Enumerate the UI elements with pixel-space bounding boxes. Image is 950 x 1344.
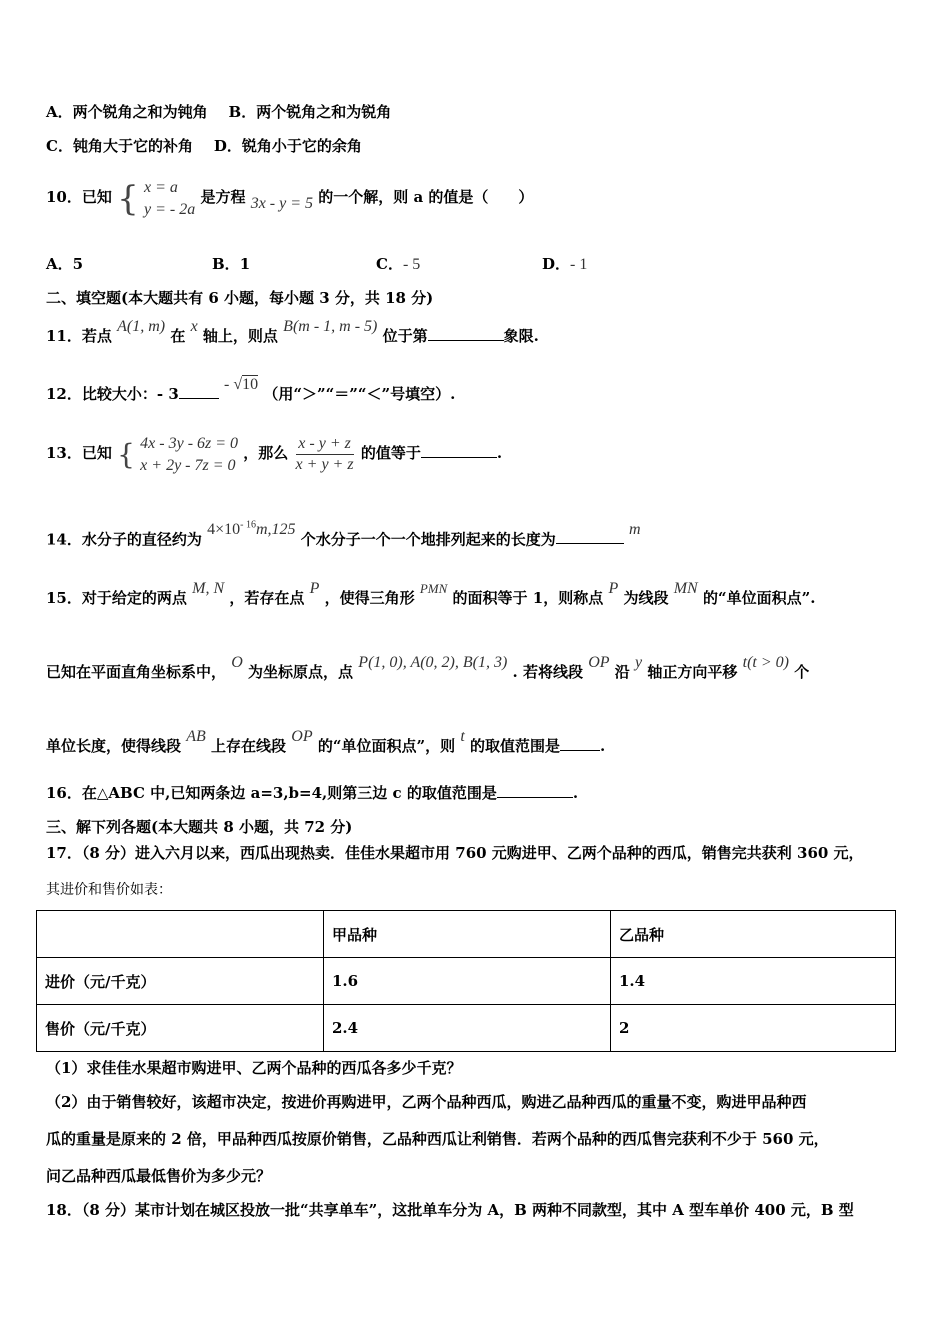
table-row [37, 1005, 896, 1052]
q13-fraction: $\frac{x - y + z}{x + y + z}$ [295, 434, 354, 473]
q11-axis: x [190, 318, 198, 335]
q9-option-d: D．锐角小于它的余角 [213, 137, 362, 155]
q13-eq2: x + 2y - 7z = 0 [140, 456, 236, 474]
section2-title: 二、填空题(本大题共有 6 小题，每小题 3 分，共 18 分) [46, 289, 434, 307]
q10-option-a: A．5 [46, 255, 84, 273]
q11-point-b: B(m - 1, m - 5) [283, 318, 378, 335]
q11-stem: 11．若点 A(1, m) 在 x 轴上，则点 B(m - 1, m - 5) 位于第 象限. [46, 318, 539, 345]
table-cell: 2.4 [324, 1005, 611, 1052]
q10-mid: 是方程 [200, 188, 246, 206]
q18-line1: 18．（8 分）某市计划在城区投放一批“共享单车”，这批单车分为 A，B 两种不同款型，其中 A 型车单价 400 元，B 型 [46, 1201, 854, 1219]
q17-sub1: （1）求佳佳水果超市购进甲、乙两个品种的西瓜各多少千克？ [46, 1059, 462, 1077]
q10-system [117, 173, 195, 224]
q14-value: $4\times 10^{- 16}m,125$ [207, 520, 296, 539]
q14-unit: m [629, 521, 641, 539]
table-cell: 2 [611, 1005, 896, 1052]
q12-answer-blank[interactable] [179, 384, 219, 399]
table-cell: 1.4 [611, 958, 896, 1005]
q15-line1: 15．对于给定的两点 M, N ，若存在点 P ，使得三角形 PMN 的面积等于 1，则称点 P 为线段 MN 的“单位面积点”. [46, 580, 816, 607]
q17-line1: 17．（8 分）进入六月以来，西瓜出现热卖．佳佳水果超市用 760 元购进甲、乙两个品种的西瓜，销售完共获利 360 元， [46, 844, 864, 862]
q13-system [117, 429, 238, 480]
q9-option-b: B．两个锐角之和为锐角 [228, 103, 392, 121]
q9-options-row2 [46, 136, 362, 156]
table-cell: 进价（元/千克） [37, 958, 324, 1005]
q11-answer-blank[interactable] [428, 326, 504, 341]
q14-stem: 14．水分子的直径约为 $4\times 10^{- 16}m,125$ 个水分子一个一个地排列起来的长度为 m [46, 520, 641, 549]
table-cell: 乙品种 [611, 911, 896, 958]
q17-sub2-line1: （2）由于销售较好，该超市决定，按进价再购进甲，乙两个品种西瓜，购进乙品种西瓜的重量不变，购进甲品种西 [46, 1093, 807, 1111]
table-cell: 甲品种 [324, 911, 611, 958]
q10-eq1: x = a [143, 178, 178, 196]
table-cell [37, 911, 324, 958]
table-cell: 1.6 [324, 958, 611, 1005]
q12-expression: - √10 [224, 376, 259, 393]
table-cell: 售价（元/千克） [37, 1005, 324, 1052]
q14-answer-blank[interactable] [556, 529, 624, 544]
q10-equation: 3x - y = 5 [250, 195, 314, 212]
q15-line3: 单位长度，使得线段 AB 上存在线段 OP 的“单位面积点”，则 t 的取值范围是 . [46, 728, 606, 755]
q17-sub2-line2: 瓜的重量是原来的 2 倍，甲品种西瓜按原价销售，乙品种西瓜让利销售．若两个品种的西瓜售完获利不少于 560 元， [46, 1130, 829, 1148]
q17-line2: 其进价和售价如表： [46, 882, 172, 898]
q9-options-row1 [46, 102, 391, 122]
q10-option-b: B．1 [212, 255, 251, 273]
q10-eq2: y = - 2a [143, 200, 196, 218]
q10-prefix: 10．已知 [46, 188, 112, 206]
q13-stem: 13．已知 { 4x - 3y - 6z = 0 x + 2y - 7z = 0 ，那么 $\frac{x - y + z}{x + y + z}$ 的值等于 . [46, 428, 502, 480]
q9-option-c: C．钝角大于它的补角 [46, 137, 193, 155]
left-brace-icon: { [117, 178, 139, 219]
price-table [36, 910, 896, 1052]
q15-answer-blank[interactable] [560, 736, 600, 751]
section3-title: 三、解下列各题(本大题共 8 小题，共 72 分) [46, 818, 353, 836]
q16-answer-blank[interactable] [497, 783, 573, 798]
table-row [37, 958, 896, 1005]
q10-stem [46, 172, 533, 224]
q10-option-c: C．- 5 [376, 255, 421, 273]
q10-option-d: D．- 1 [542, 255, 588, 273]
q12-stem: 12．比较大小：- 3 - √10 （用“＞”“＝”“＜”号填空）. [46, 376, 456, 403]
q16-stem: 16．在△ABC 中,已知两条边 a=3,b=4,则第三边 c 的取值范围是 . [46, 784, 579, 802]
q10-suffix: 的一个解，则 a 的值是（ ） [318, 188, 534, 206]
q13-answer-blank[interactable] [421, 443, 497, 458]
q15-line2: 已知在平面直角坐标系中， O 为坐标原点，点 P(1, 0), A(0, 2), B(1, 3) . 若将线段 OP 沿 y 轴正方向平移 t(t > 0) 个 [46, 654, 810, 681]
q11-point-a: A(1, m) [117, 318, 166, 335]
q17-sub2-line3: 问乙品种西瓜最低售价为多少元？ [46, 1167, 272, 1185]
left-brace-icon: { [117, 437, 135, 471]
q13-eq1: 4x - 3y - 6z = 0 [140, 434, 239, 452]
q9-option-a: A．两个锐角之和为钝角 [46, 103, 208, 121]
table-header-row [37, 911, 896, 958]
